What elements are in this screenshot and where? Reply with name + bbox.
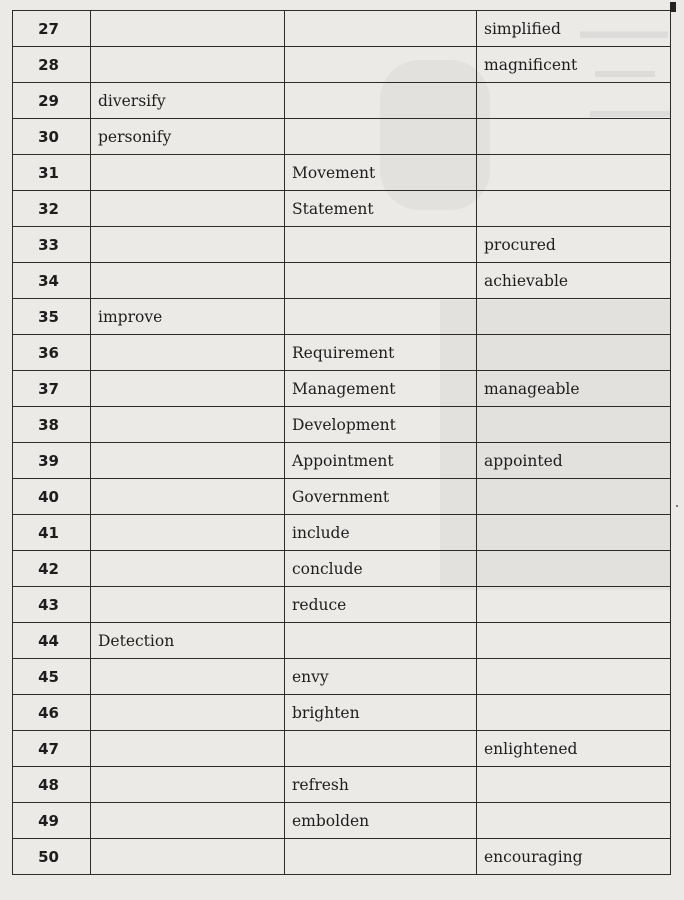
column-c-cell: procured — [477, 227, 671, 263]
column-b-cell: include — [285, 515, 477, 551]
row-number-cell: 40 — [13, 479, 91, 515]
column-a-cell — [91, 839, 285, 875]
column-a-cell — [91, 371, 285, 407]
table-row — [13, 335, 671, 371]
column-a-cell: personify — [91, 119, 285, 155]
table-row — [13, 803, 671, 839]
column-b-cell: refresh — [285, 767, 477, 803]
word-forms-table-body — [13, 11, 671, 875]
table-row — [13, 407, 671, 443]
column-a-cell — [91, 731, 285, 767]
column-a-cell — [91, 335, 285, 371]
table-row — [13, 299, 671, 335]
column-a-cell — [91, 695, 285, 731]
column-c-cell — [477, 335, 671, 371]
column-c-cell — [477, 299, 671, 335]
table-row — [13, 155, 671, 191]
column-b-cell: Management — [285, 371, 477, 407]
column-b-cell: conclude — [285, 551, 477, 587]
table-row — [13, 839, 671, 875]
column-b-cell — [285, 731, 477, 767]
column-b-cell — [285, 11, 477, 47]
column-b-cell — [285, 47, 477, 83]
table-row — [13, 551, 671, 587]
column-a-cell — [91, 155, 285, 191]
column-a-cell — [91, 515, 285, 551]
table-row — [13, 695, 671, 731]
column-a-cell: diversify — [91, 83, 285, 119]
column-c-cell — [477, 191, 671, 227]
column-b-cell — [285, 299, 477, 335]
column-c-cell — [477, 803, 671, 839]
row-number-cell: 44 — [13, 623, 91, 659]
column-b-cell: Movement — [285, 155, 477, 191]
column-a-cell — [91, 191, 285, 227]
column-a-cell — [91, 767, 285, 803]
column-c-cell — [477, 551, 671, 587]
column-a-cell — [91, 479, 285, 515]
show-through-ghost-text: ▬▬▬▬ — [580, 18, 668, 43]
table-row — [13, 587, 671, 623]
column-c-cell — [477, 623, 671, 659]
row-number-cell: 46 — [13, 695, 91, 731]
column-a-cell — [91, 47, 285, 83]
column-a-cell — [91, 587, 285, 623]
table-row — [13, 443, 671, 479]
column-b-cell — [285, 119, 477, 155]
column-c-cell: enlightened — [477, 731, 671, 767]
row-number-cell: 27 — [13, 11, 91, 47]
row-number-cell: 37 — [13, 371, 91, 407]
column-a-cell: Detection — [91, 623, 285, 659]
column-c-cell — [477, 155, 671, 191]
column-b-cell — [285, 623, 477, 659]
row-number-cell: 43 — [13, 587, 91, 623]
row-number-cell: 38 — [13, 407, 91, 443]
column-b-cell — [285, 263, 477, 299]
row-number-cell: 35 — [13, 299, 91, 335]
column-a-cell: improve — [91, 299, 285, 335]
column-a-cell — [91, 11, 285, 47]
column-c-cell — [477, 767, 671, 803]
row-number-cell: 39 — [13, 443, 91, 479]
table-row — [13, 767, 671, 803]
column-b-cell: brighten — [285, 695, 477, 731]
column-b-cell — [285, 83, 477, 119]
table-row — [13, 11, 671, 47]
column-c-cell: encouraging — [477, 839, 671, 875]
show-through-ghost-text: ▬▬▬▬ — [590, 100, 670, 122]
column-a-cell — [91, 263, 285, 299]
row-number-cell: 42 — [13, 551, 91, 587]
table-row — [13, 515, 671, 551]
row-number-cell: 36 — [13, 335, 91, 371]
row-number-cell: 47 — [13, 731, 91, 767]
table-row — [13, 659, 671, 695]
table-row — [13, 731, 671, 767]
table-row — [13, 191, 671, 227]
column-a-cell — [91, 659, 285, 695]
column-b-cell: Government — [285, 479, 477, 515]
row-number-cell: 34 — [13, 263, 91, 299]
column-b-cell: Appointment — [285, 443, 477, 479]
column-c-cell — [477, 659, 671, 695]
column-a-cell — [91, 803, 285, 839]
column-b-cell: Requirement — [285, 335, 477, 371]
row-number-cell: 41 — [13, 515, 91, 551]
column-c-cell — [477, 695, 671, 731]
row-number-cell: 48 — [13, 767, 91, 803]
column-a-cell — [91, 443, 285, 479]
table-row — [13, 371, 671, 407]
column-b-cell: reduce — [285, 587, 477, 623]
column-b-cell: envy — [285, 659, 477, 695]
column-c-cell: magnificent — [477, 47, 671, 83]
row-number-cell: 29 — [13, 83, 91, 119]
column-b-cell — [285, 227, 477, 263]
show-through-ghost-text: ▬▬▬ — [595, 60, 655, 82]
row-number-cell: 31 — [13, 155, 91, 191]
column-c-cell: achievable — [477, 263, 671, 299]
row-number-cell: 32 — [13, 191, 91, 227]
column-c-cell: simplified — [477, 11, 671, 47]
word-forms-table — [12, 10, 671, 875]
row-number-cell: 33 — [13, 227, 91, 263]
column-a-cell — [91, 407, 285, 443]
row-number-cell: 49 — [13, 803, 91, 839]
table-row — [13, 623, 671, 659]
column-c-cell: manageable — [477, 371, 671, 407]
row-number-cell: 45 — [13, 659, 91, 695]
column-c-cell — [477, 83, 671, 119]
row-number-cell: 50 — [13, 839, 91, 875]
column-a-cell — [91, 551, 285, 587]
column-a-cell — [91, 227, 285, 263]
table-row — [13, 119, 671, 155]
column-b-cell — [285, 839, 477, 875]
column-c-cell — [477, 119, 671, 155]
table-row — [13, 227, 671, 263]
column-c-cell — [477, 479, 671, 515]
row-number-cell: 30 — [13, 119, 91, 155]
page-speck — [676, 505, 678, 507]
column-c-cell: appointed — [477, 443, 671, 479]
table-row — [13, 263, 671, 299]
column-b-cell: Statement — [285, 191, 477, 227]
column-c-cell — [477, 515, 671, 551]
column-c-cell — [477, 587, 671, 623]
table-row — [13, 83, 671, 119]
table-row — [13, 47, 671, 83]
column-c-cell — [477, 407, 671, 443]
row-number-cell: 28 — [13, 47, 91, 83]
column-b-cell: Development — [285, 407, 477, 443]
table-row — [13, 479, 671, 515]
column-b-cell: embolden — [285, 803, 477, 839]
